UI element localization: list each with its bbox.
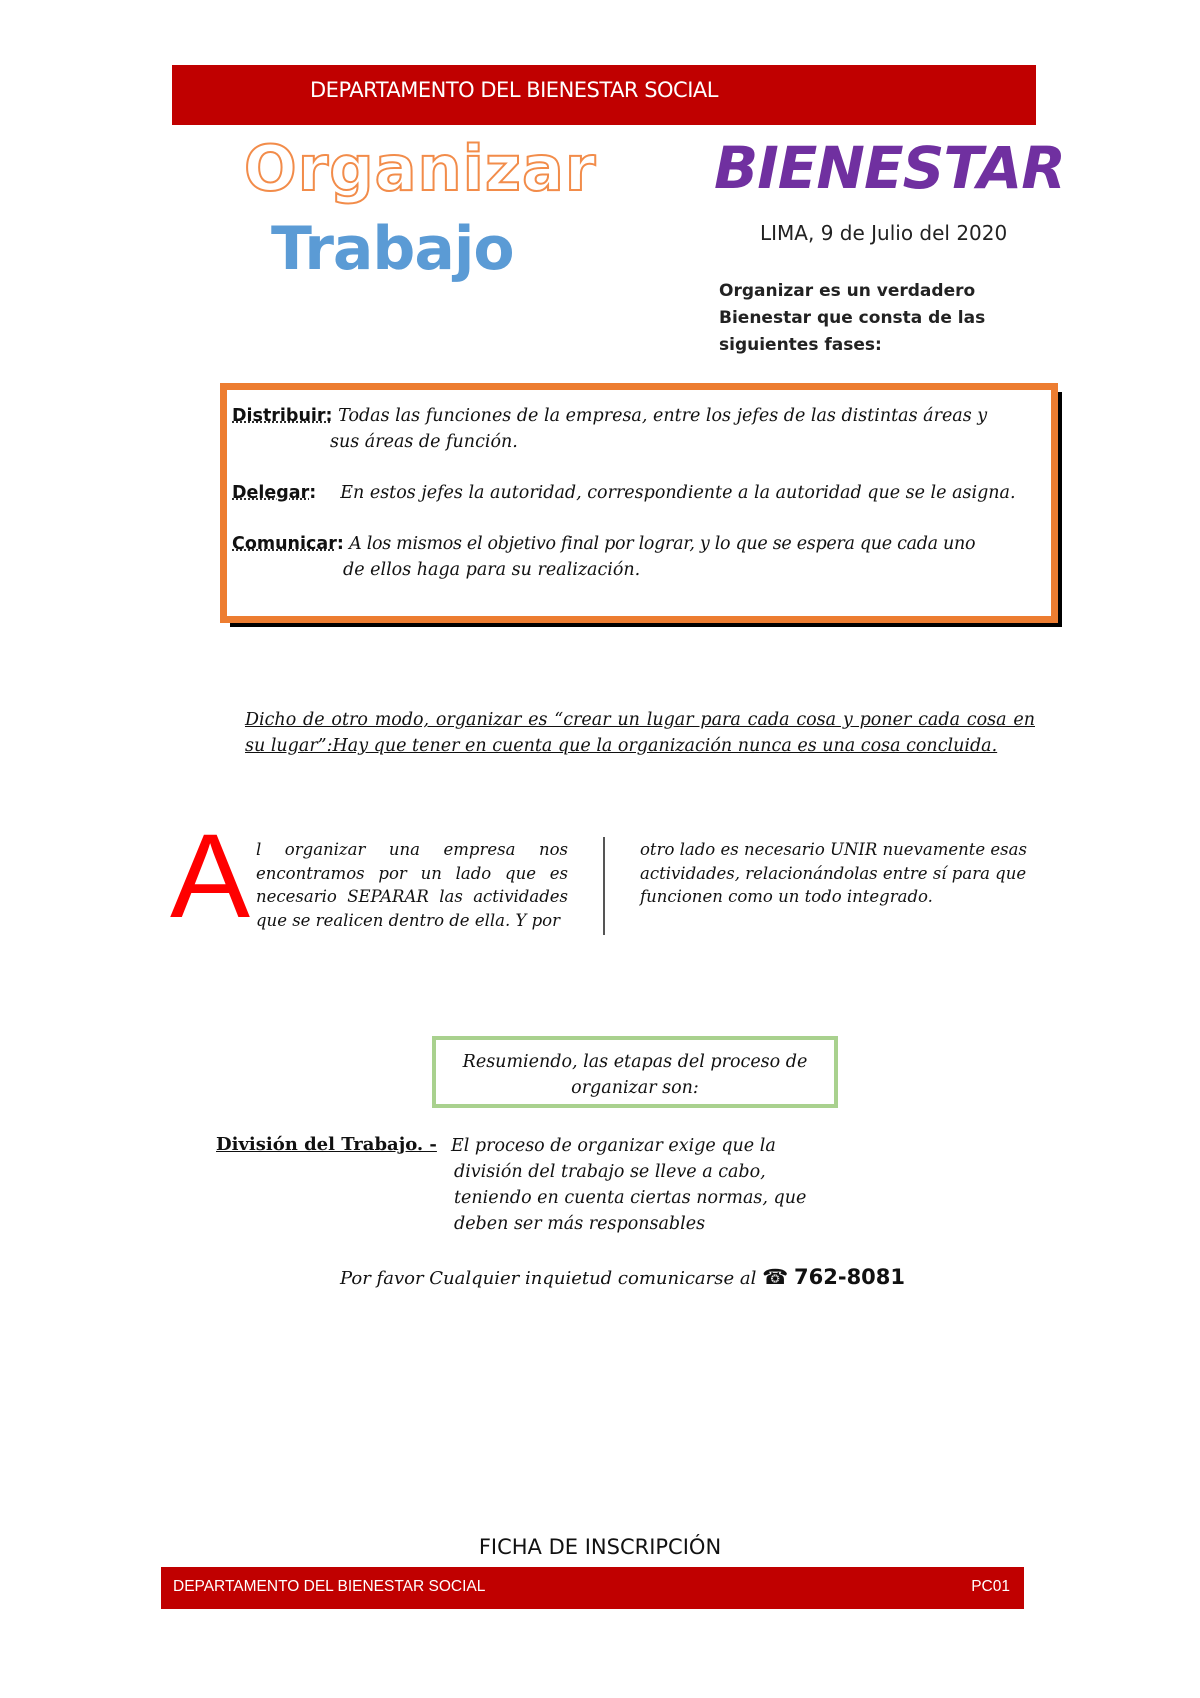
phase-desc: Todas las funciones de la empresa, entre los jefes de las distintas áreas y bbox=[332, 406, 988, 426]
division-line: división del trabajo se lleve a cabo, bbox=[454, 1162, 766, 1182]
title-trabajo: Trabajo bbox=[271, 214, 514, 284]
phase-term-colon: : bbox=[336, 534, 344, 554]
phase-distribuir bbox=[232, 403, 1042, 429]
date-line: LIMA, 9 de Julio del 2020 bbox=[760, 221, 1008, 245]
contact-text: Por favor Cualquier inquietud comunicarse al bbox=[340, 1268, 757, 1289]
phase-comunicar-cont bbox=[343, 557, 640, 583]
header-title: DEPARTAMENTO DEL BIENESTAR SOCIAL bbox=[310, 78, 718, 102]
division-term: División del Trabajo. - bbox=[216, 1134, 437, 1155]
title-organizar: Organizar bbox=[244, 132, 597, 205]
division-line: El proceso de organizar exige que la bbox=[451, 1136, 776, 1156]
column-left-text: l organizar una empresa nos encontramos por un lado que es necesario SEPARAR las actividades que se realicen dentro de ella. Y por bbox=[256, 840, 568, 930]
phase-desc-cont: sus áreas de función. bbox=[330, 432, 518, 452]
ficha-title: FICHA DE INSCRIPCIÓN bbox=[478, 1535, 722, 1559]
phase-term: Distribuir: bbox=[232, 406, 333, 426]
summary-text: Resumiendo, las etapas del proceso de organizar son: bbox=[462, 1052, 808, 1098]
intro-text: Organizar es un verdadero Bienestar que consta de las siguientes fases: bbox=[719, 281, 986, 355]
division-line: teniendo en cuenta ciertas normas, que bbox=[454, 1188, 807, 1208]
phase-desc: A los mismos el objetivo final por lograr, y lo que se espera que cada uno bbox=[343, 534, 976, 554]
footer-code: PC01 bbox=[971, 1578, 1010, 1595]
contact-line bbox=[340, 1265, 905, 1289]
footer-left-text: DEPARTAMENTO DEL BIENESTAR SOCIAL bbox=[173, 1578, 486, 1595]
summary-box bbox=[432, 1036, 838, 1108]
column-divider bbox=[603, 837, 605, 935]
phase-desc: En estos jefes la autoridad, correspondiente a la autoridad que se le asigna. bbox=[340, 483, 1016, 503]
phase-term: Delegar bbox=[232, 483, 310, 503]
phase-desc-cont: de ellos haga para su realización. bbox=[343, 560, 641, 580]
title-bienestar: BIENESTAR bbox=[714, 134, 1065, 202]
phase-distribuir-cont bbox=[330, 429, 518, 455]
division-line: deben ser más responsables bbox=[454, 1214, 706, 1234]
phase-term-colon: : bbox=[309, 483, 317, 503]
phase-comunicar bbox=[232, 531, 1048, 557]
phone-icon: ☎ bbox=[762, 1265, 789, 1289]
header-bar bbox=[172, 65, 1036, 125]
phone-number[interactable]: 762-8081 bbox=[794, 1265, 906, 1289]
phase-box bbox=[220, 383, 1058, 623]
dropcap-letter: A bbox=[170, 809, 251, 943]
footer-bar bbox=[161, 1567, 1024, 1609]
phase-delegar bbox=[232, 480, 1042, 506]
column-right-text: otro lado es necesario UNIR nuevamente esas actividades, relacionándolas entre sí para que funcionen como un todo integrado. bbox=[640, 840, 1027, 906]
phase-term: Comunicar bbox=[232, 534, 337, 554]
quote-paragraph: Dicho de otro modo, organizar es “crear un lugar para cada cosa y poner cada cosa en su lugar”:Hay que tener en cuenta que la organización nunca es una cosa concluida. bbox=[245, 710, 1035, 756]
division-description bbox=[451, 1133, 844, 1237]
